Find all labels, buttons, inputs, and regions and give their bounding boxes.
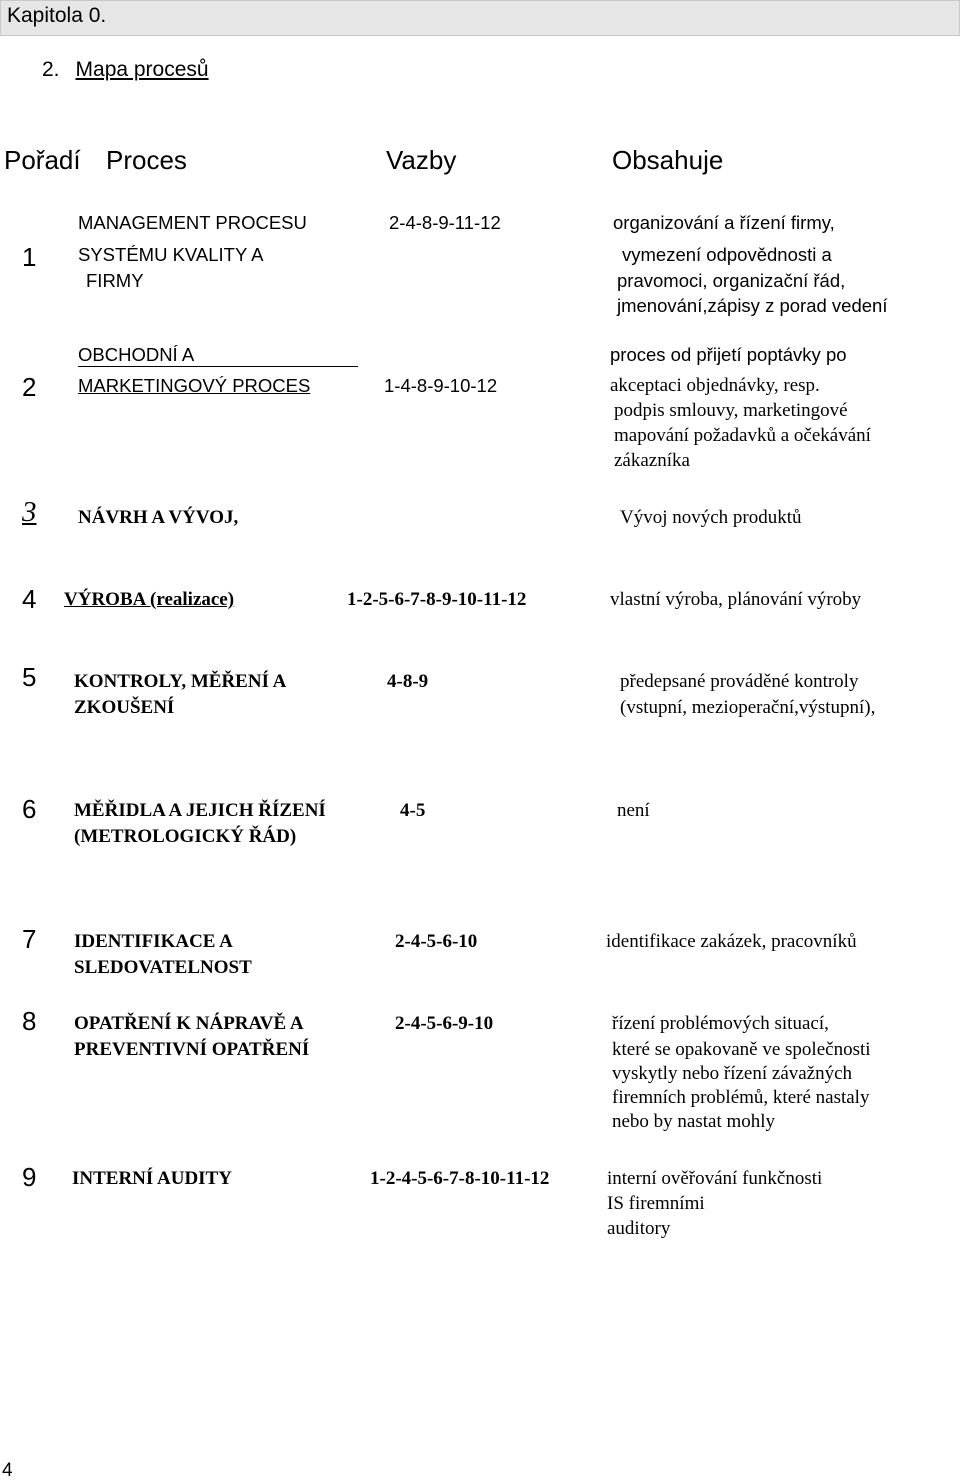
process-name: PREVENTIVNÍ OPATŘENÍ: [74, 1039, 310, 1060]
process-links: 4-5: [400, 800, 426, 821]
process-contains: které se opakovaně ve společnosti: [612, 1039, 871, 1060]
process-contains: předepsané prováděné kontroly: [620, 671, 859, 692]
process-name: IDENTIFIKACE A: [74, 931, 233, 952]
process-contains: pravomoci, organizační řád,: [617, 270, 846, 291]
process-contains: Vývoj nových produktů: [620, 507, 802, 528]
chapter-title: Kapitola 0.: [7, 4, 107, 27]
process-contains: nebo by nastat mohly: [612, 1111, 776, 1132]
process-contains: zákazníka: [614, 450, 690, 471]
section-title: Mapa procesů: [75, 58, 209, 81]
process-name: OBCHODNÍ A: [78, 342, 358, 367]
process-links: 4-8-9: [387, 671, 429, 692]
process-contains: vymezení odpovědnosti a: [622, 244, 832, 265]
chapter-header: [0, 0, 960, 36]
process-contains: (vstupní, mezioperační,výstupní),: [620, 697, 876, 718]
process-links: 1-4-8-9-10-12: [384, 375, 498, 396]
row-number: 1: [22, 242, 37, 272]
process-contains: vyskytly nebo řízení závažných: [612, 1063, 853, 1084]
row-number: 6: [22, 794, 37, 824]
row-number: 4: [22, 584, 37, 614]
process-contains: IS firemními: [607, 1193, 705, 1214]
process-name: VÝROBA (realizace): [64, 589, 235, 610]
process-contains: auditory: [607, 1218, 671, 1239]
process-links: 2-4-5-6-10: [395, 931, 478, 952]
process-name: SYSTÉMU KVALITY A: [78, 244, 264, 265]
process-links: 2-4-8-9-11-12: [389, 212, 501, 233]
process-name: ZKOUŠENÍ: [74, 697, 175, 718]
process-links: 1-2-4-5-6-7-8-10-11-12: [370, 1168, 550, 1189]
section-number: 2.: [42, 58, 60, 81]
row-number: 3: [22, 496, 37, 528]
process-name: MARKETINGOVÝ PROCES: [78, 375, 311, 396]
process-contains: akceptaci objednávky, resp.: [610, 375, 820, 396]
process-contains: vlastní výroba, plánování výroby: [610, 589, 862, 610]
process-contains: organizování a řízení firmy,: [613, 212, 835, 233]
process-name: OPATŘENÍ K NÁPRAVĚ A: [74, 1013, 304, 1034]
process-contains: podpis smlouvy, marketingové: [614, 400, 848, 421]
process-contains: mapování požadavků a očekávání: [614, 425, 871, 446]
column-header-links: Vazby: [386, 145, 457, 175]
process-name: MANAGEMENT PROCESU: [78, 212, 307, 233]
process-contains: interní ověřování funkčnosti: [607, 1168, 823, 1189]
process-contains: proces od přijetí poptávky po: [610, 344, 847, 365]
page-number: 4: [2, 1460, 13, 1481]
row-number: 5: [22, 662, 37, 692]
process-name: SLEDOVATELNOST: [74, 957, 252, 978]
row-number: 7: [22, 924, 37, 954]
process-links: 2-4-5-6-9-10: [395, 1013, 494, 1034]
process-contains: identifikace zakázek, pracovníků: [606, 931, 857, 952]
process-contains: řízení problémových situací,: [612, 1013, 829, 1034]
column-header-process: Proces: [106, 145, 187, 175]
process-contains: není: [617, 800, 650, 821]
process-links: 1-2-5-6-7-8-9-10-11-12: [347, 589, 527, 610]
section-heading: [42, 58, 209, 82]
process-name: INTERNÍ AUDITY: [72, 1168, 232, 1189]
row-number: 9: [22, 1162, 37, 1192]
process-name: (METROLOGICKÝ ŘÁD): [74, 826, 297, 847]
row-number: 2: [22, 372, 37, 402]
process-name: KONTROLY, MĚŘENÍ A: [74, 671, 287, 692]
process-name: MĚŘIDLA A JEJICH ŘÍZENÍ: [74, 800, 326, 821]
process-contains: firemních problémů, které nastaly: [612, 1087, 870, 1108]
process-name: FIRMY: [86, 270, 144, 291]
process-contains: jmenování,zápisy z porad vedení: [617, 295, 888, 316]
column-header-order: Pořadí: [4, 145, 81, 175]
column-header-contains: Obsahuje: [612, 145, 724, 175]
row-number: 8: [22, 1006, 37, 1036]
process-name: NÁVRH A VÝVOJ,: [78, 507, 239, 528]
